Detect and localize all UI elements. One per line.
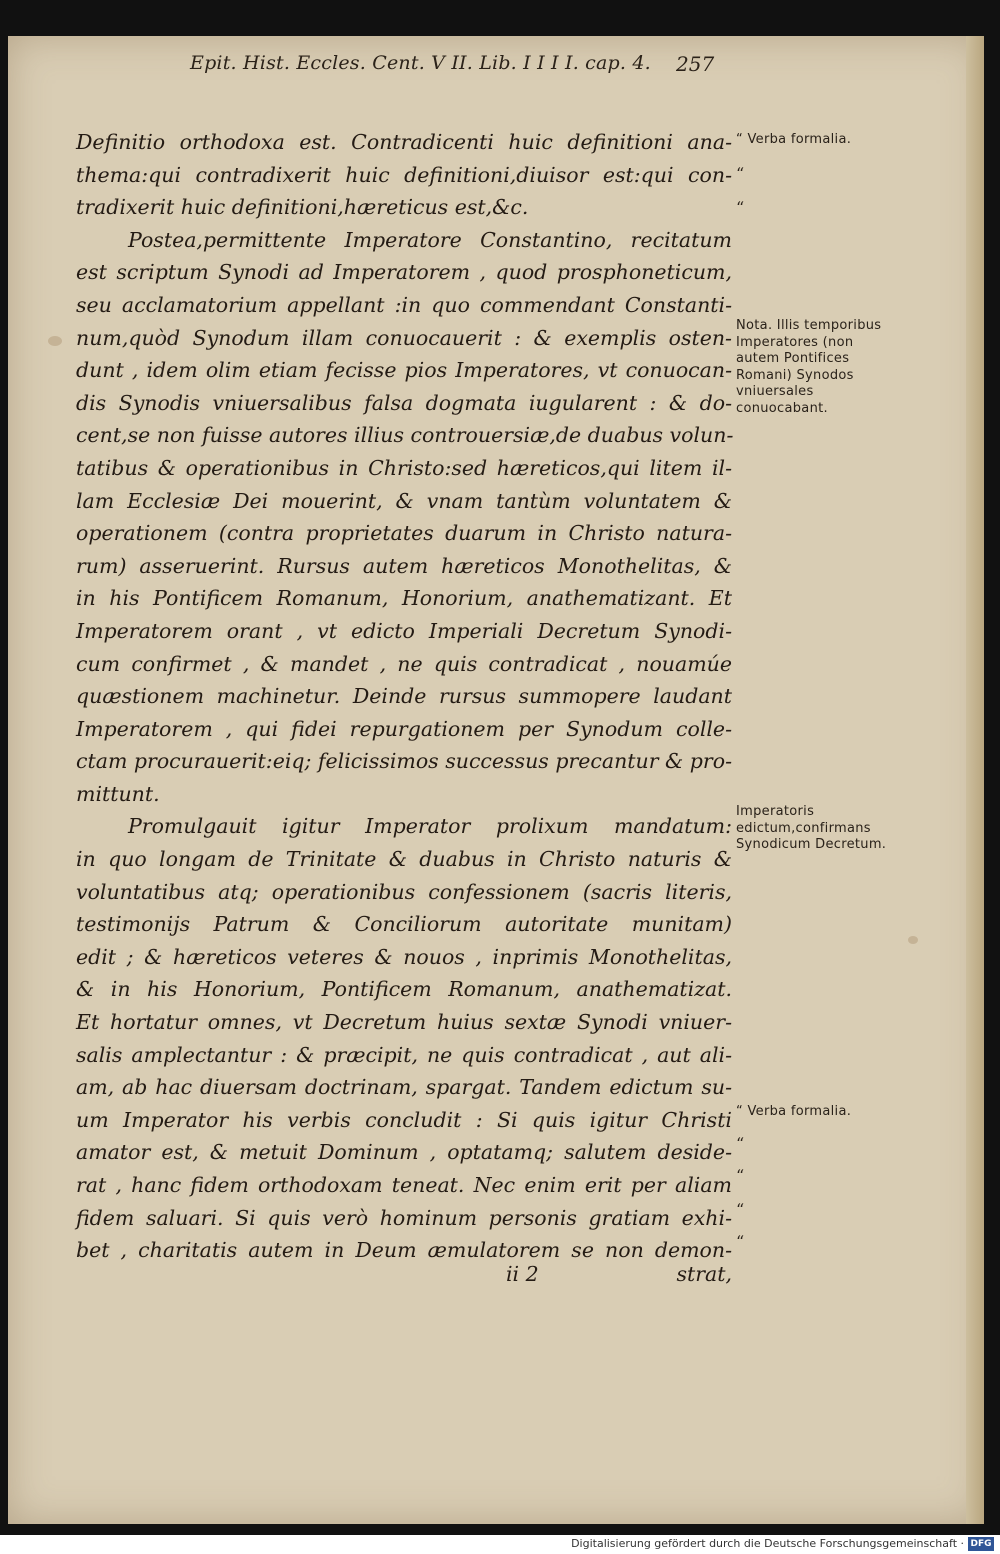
text-line: Imperatorem , qui fidei repurgationem per Synodum colle- [76,716,732,741]
marginal-quote-mark: “ [736,1134,745,1153]
text-line: Postea,permittente Imperatore Constantino, recitatum [128,227,732,252]
foxing-spot [908,936,918,944]
text-line: est scriptum Synodi ad Imperatorem , quod prosphoneticum, [76,260,732,285]
text-line: num,quòd Synodum illam conuocauerit : & exemplis osten- [76,325,732,350]
foxing-spot [48,336,62,346]
running-head: Epit. Hist. Eccles. Cent. V II. Lib. I I I I. cap. 4. [190,52,651,74]
footer-bar [0,1535,1000,1554]
marginal-note-edictum: Imperatoris edictum,confirmans Synodicum Decretum. [736,804,887,852]
signature-mark: ii 2 [506,1262,539,1286]
text-line: rum) asseruerint. Rursus autem hæreticos Monothelitas, & [76,553,732,578]
page-edge [966,36,984,1524]
text-line: lam Ecclesiæ Dei mouerint, & vnam tantùm voluntatem & [76,488,732,513]
text-line: testimonijs Patrum & Conciliorum autoritate munitam) [76,912,732,937]
text-line: edit ; & hæreticos veteres & nouos , inprimis Monothelitas, [76,944,732,969]
text-line: operationem (contra proprietates duarum in Christo natura- [76,521,732,546]
marginal-note-verba-formalia: “ Verba formalia. [736,132,852,147]
text-line: in his Pontificem Romanum, Honorium, anathematizant. Et [76,586,732,611]
text-line: cent,se non fuisse autores illius controuersiæ,de duabus volun- [76,423,734,448]
text-line: salis amplectantur : & præcipit, ne quis contradicat , aut ali- [76,1042,732,1067]
marginal-quote-mark: “ [736,198,745,217]
text-line: tatibus & operationibus in Christo:sed hæreticos,qui litem il- [76,455,732,480]
funding-credit: Digitalisierung gefördert durch die Deutsche Forschungsgemeinschaft · [571,1537,964,1550]
text-line: thema:qui contradixerit huic definitioni,diuisor est:qui con- [76,162,732,187]
text-line: um Imperator his verbis concludit : Si quis igitur Christi [76,1107,732,1132]
text-line: tradixerit huic definitioni,hæreticus est,&c. [76,195,529,220]
body-text [76,126,732,1267]
text-line: cum confirmet , & mandet , ne quis contradicat , nouamúe [76,651,732,676]
marginal-quote-mark: “ [736,164,745,183]
text-line: ctam procurauerit:eiq; felicissimos successus precantur & pro- [76,749,732,774]
catchword: strat, [676,1262,732,1286]
text-line: rat , hanc fidem orthodoxam teneat. Nec enim erit per aliam [76,1173,732,1197]
text-line: Promulgauit igitur Imperator prolixum mandatum: [128,814,732,839]
marginal-quote-mark: “ [736,1232,745,1251]
text-line: dis Synodis vniuersalibus falsa dogmata iugularent : & do- [76,390,732,415]
text-line: seu acclamatorium appellant :in quo commendant Constanti- [76,292,732,317]
text-line: in quo longam de Trinitate & duabus in Christo naturis & [76,847,732,872]
text-line: & in his Honorium, Pontificem Romanum, anathematizat. [76,977,732,1002]
text-line: fidem saluari. Si quis verò hominum personis gratiam exhi- [76,1205,732,1230]
signature-line [76,1262,732,1294]
text-line: am, ab hac diuersam doctrinam, spargat. Tandem edictum su- [76,1075,732,1100]
folio-number: 257 [676,52,715,76]
text-line: Imperatorem orant , vt edicto Imperiali Decretum Synodi- [76,618,732,643]
text-line: bet , charitatis autem in Deum æmulatorem se non demon- [76,1238,732,1263]
text-line: dunt , idem olim etiam fecisse pios Imperatores, vt conuocan- [76,358,732,383]
marginal-quote-mark: “ [736,1200,745,1219]
marginal-note-nota: Nota. Illis temporibus Imperatores (non autem Pontifices Romani) Synodos vniuersales conuocabant. [736,318,882,416]
text-line: amator est, & metuit Dominum , optatamq; salutem deside- [76,1140,732,1165]
text-line: voluntatibus atq; operationibus confessionem (sacris literis, [76,879,732,904]
marginal-note-verba-formalia-2: “ Verba formalia. [736,1104,852,1119]
text-line: Et hortatur omnes, vt Decretum huius sextæ Synodi vniuer- [76,1010,732,1035]
marginal-quote-mark: “ [736,1166,745,1185]
text-line: mittunt. [76,781,160,806]
text-line: quæstionem machinetur. Deinde rursus summopere laudant [76,684,732,709]
dfg-logo: DFG [968,1537,994,1551]
text-line: Definitio orthodoxa est. Contradicenti huic definitioni ana- [76,130,732,154]
